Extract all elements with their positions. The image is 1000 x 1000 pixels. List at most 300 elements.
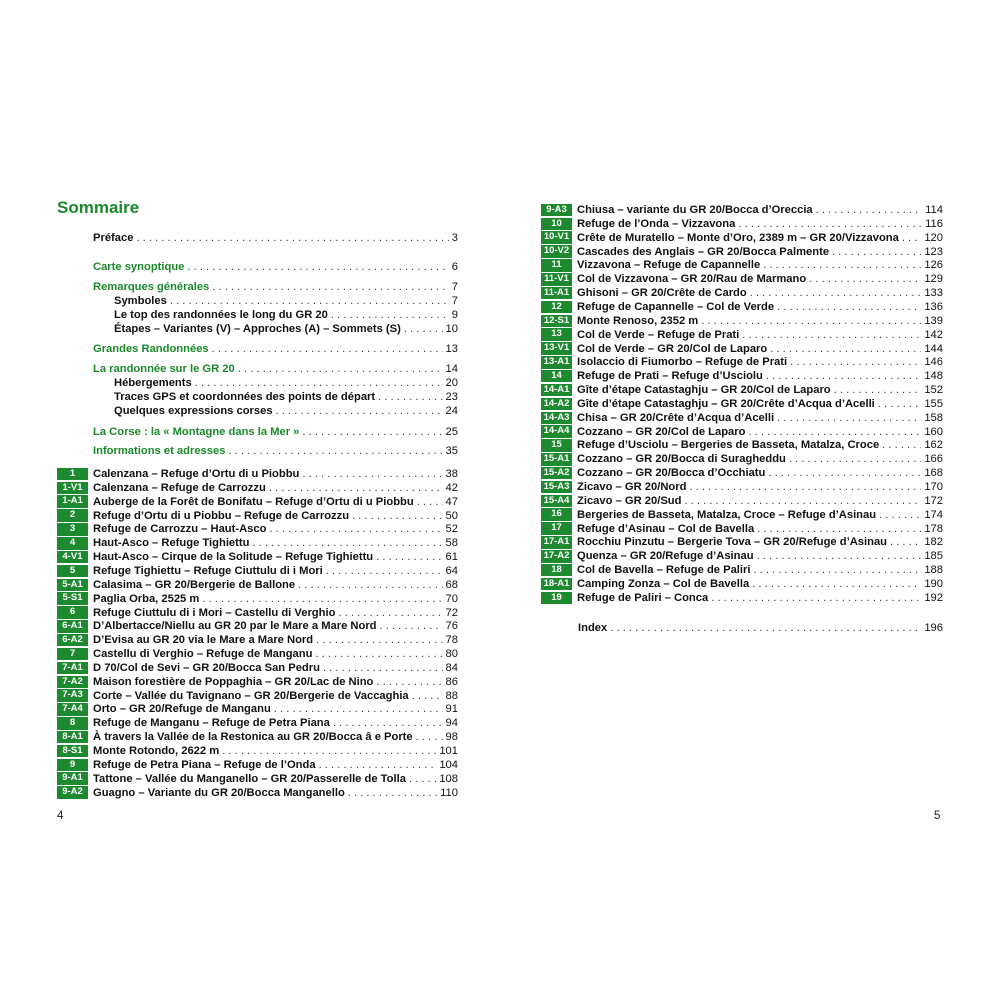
- toc-entry-label: Tattone – Vallée du Manganello – GR 20/Passerelle de Tolla: [93, 772, 406, 785]
- stage-code-badge: 10: [541, 218, 572, 231]
- stage-code-badge: 18: [541, 564, 572, 577]
- dot-leader: [228, 445, 442, 457]
- dot-leader: [416, 731, 443, 743]
- toc-entry[interactable]: [93, 444, 458, 458]
- stage-toc-entry[interactable]: [541, 563, 943, 577]
- toc-entry-page: 61: [445, 551, 458, 564]
- toc-entry-label: Ghisoni – GR 20/Crête de Cardo: [577, 287, 747, 300]
- stage-toc-entry[interactable]: [57, 592, 458, 606]
- stage-code-badge: 8-S1: [57, 745, 88, 758]
- toc-entry-page: 120: [924, 231, 943, 244]
- dot-leader: [326, 565, 443, 577]
- toc-entry-page: 152: [924, 384, 943, 397]
- toc-entry-label: Calasima – GR 20/Bergerie de Ballone: [93, 578, 296, 591]
- stage-toc-entry[interactable]: [541, 286, 943, 300]
- toc-entry-page: 84: [445, 661, 458, 674]
- toc-entry-page: 185: [924, 550, 943, 563]
- stage-toc-entry[interactable]: [57, 786, 458, 800]
- toc-entry-page: 20: [445, 377, 458, 389]
- toc-entry[interactable]: [93, 342, 458, 356]
- stage-code-badge: 8: [57, 717, 88, 730]
- stage-toc-entry[interactable]: [57, 647, 458, 661]
- stage-toc-entry[interactable]: [57, 661, 458, 675]
- toc-entry-label: Carte synoptique: [93, 261, 185, 273]
- toc-entry-label: Zicavo – GR 20/Nord: [577, 481, 687, 493]
- stage-toc-entry[interactable]: [57, 702, 458, 716]
- toc-entry[interactable]: [114, 404, 458, 418]
- stage-toc-entry[interactable]: [541, 383, 943, 397]
- dot-leader: [348, 787, 437, 799]
- dot-leader: [338, 607, 442, 619]
- dot-leader: [738, 218, 922, 230]
- toc-entry-label: Col de Verde – GR 20/Col de Laparo: [577, 342, 768, 355]
- toc-entry-label: Gîte d’étape Catastaghju – GR 20/Crête d’Acqua d’Acelli: [577, 397, 875, 410]
- dot-leader: [352, 510, 442, 522]
- index-toc-entry[interactable]: [578, 621, 943, 635]
- dot-leader: [316, 634, 442, 646]
- toc-entry[interactable]: [93, 280, 458, 294]
- toc-entry[interactable]: [114, 294, 458, 308]
- stage-code-badge: 15-A4: [541, 495, 572, 508]
- toc-entry-page: 174: [924, 508, 943, 521]
- toc-entry[interactable]: [93, 362, 458, 376]
- stage-code-badge: 2: [57, 509, 88, 522]
- stage-toc-entry[interactable]: [541, 411, 943, 425]
- toc-entry-label: Le top des randonnées le long du GR 20: [114, 309, 328, 321]
- dot-leader: [269, 482, 443, 494]
- toc-entry-label: Refuge de Carrozzu – Haut-Asco: [93, 523, 267, 536]
- stage-code-badge: 18-A1: [541, 578, 572, 591]
- stage-code-badge: 15-A1: [541, 453, 572, 466]
- toc-entry-page: 192: [924, 591, 943, 604]
- dot-leader: [222, 745, 436, 757]
- dot-leader: [187, 261, 448, 273]
- toc-entry-label: Monte Rotondo, 2622 m: [93, 745, 220, 757]
- toc-entry-page: 24: [445, 405, 458, 417]
- stage-code-badge: 12: [541, 301, 572, 314]
- toc-entry-label: Haut-Asco – Refuge Tighiettu: [93, 537, 250, 550]
- toc-entry-label: Refuge de Manganu – Refuge de Petra Piana: [93, 717, 330, 730]
- stage-toc-entry[interactable]: [541, 577, 943, 591]
- stage-code-badge: 15-A3: [541, 481, 572, 494]
- stage-code-badge: 1: [57, 468, 88, 481]
- toc-entry-page: 144: [924, 342, 943, 355]
- dot-leader: [412, 690, 443, 702]
- stage-code-badge: 9: [57, 759, 88, 772]
- dot-leader: [404, 323, 443, 335]
- stage-code-badge: 6-A1: [57, 620, 88, 633]
- stage-code-badge: 1-A1: [57, 495, 88, 508]
- dot-leader: [202, 593, 442, 605]
- stage-toc-entry[interactable]: [57, 744, 458, 758]
- stage-toc-entry[interactable]: [541, 272, 943, 286]
- stage-toc-entry[interactable]: [57, 758, 458, 772]
- toc-entry[interactable]: [93, 231, 458, 245]
- dot-leader: [212, 343, 443, 355]
- toc-entry-label: Refuge Ciuttulu di i Mori – Castellu di Verghio: [93, 606, 336, 619]
- toc-entry-page: 182: [924, 536, 943, 549]
- stage-code-badge: 5: [57, 565, 88, 578]
- stage-toc-entry[interactable]: [57, 550, 458, 564]
- toc-entry-label: La randonnée sur le GR 20: [93, 363, 235, 375]
- stage-toc-entry[interactable]: [57, 619, 458, 633]
- toc-entry-page: 126: [924, 259, 943, 272]
- toc-entry-page: 91: [445, 703, 458, 716]
- dot-leader: [816, 204, 923, 216]
- toc-entry-page: 7: [451, 281, 458, 293]
- toc-entry-page: 50: [445, 509, 458, 522]
- toc-entry-page: 136: [924, 300, 943, 313]
- toc-entry-page: 98: [445, 731, 458, 744]
- stage-toc-entry[interactable]: [541, 245, 943, 259]
- toc-entry-page: 129: [924, 273, 943, 286]
- dot-leader: [701, 315, 921, 327]
- stage-toc-entry[interactable]: [541, 397, 943, 411]
- toc-entry-page: 52: [445, 523, 458, 536]
- stage-code-badge: 7-A1: [57, 662, 88, 675]
- toc-entry-page: 101: [439, 745, 458, 757]
- toc-entry-page: 123: [924, 245, 943, 258]
- dot-leader: [752, 578, 921, 590]
- toc-entry-page: 114: [925, 204, 943, 216]
- stage-toc-entry[interactable]: [57, 606, 458, 620]
- dot-leader: [832, 246, 921, 258]
- toc-entry-label: Refuge Tighiettu – Refuge Ciuttulu di i Mori: [93, 564, 323, 577]
- stage-toc-entry[interactable]: [57, 564, 458, 578]
- toc-entry-label: Col de Vizzavona – GR 20/Rau de Marmano: [577, 273, 807, 286]
- stage-toc-entry[interactable]: [541, 203, 943, 217]
- dot-leader: [376, 676, 442, 688]
- toc-entry-label: Refuge de Paliri – Conca: [577, 591, 709, 604]
- stage-code-badge: 14-A3: [541, 412, 572, 425]
- left-page-number: 4: [57, 810, 64, 822]
- stage-toc-entry[interactable]: [541, 466, 943, 480]
- dot-leader: [333, 717, 443, 729]
- stage-toc-entry[interactable]: [541, 342, 943, 356]
- stage-code-badge: 7-A3: [57, 689, 88, 702]
- stage-toc-entry[interactable]: [541, 231, 943, 245]
- stage-toc-entry[interactable]: [541, 452, 943, 466]
- stage-toc-entry[interactable]: [57, 689, 458, 703]
- toc-entry-label: Cozzano – GR 20/Bocca d’Occhiatu: [577, 467, 766, 480]
- toc-entry-label: Guagno – Variante du GR 20/Bocca Manganello: [93, 786, 345, 799]
- dot-leader: [274, 703, 443, 715]
- dot-leader: [378, 391, 442, 403]
- stage-code-badge: 3: [57, 523, 88, 536]
- dot-leader: [269, 523, 442, 535]
- stage-code-badge: 11-A1: [541, 287, 572, 300]
- toc-entry-page: 172: [924, 494, 943, 507]
- toc-entry-page: 178: [924, 522, 943, 535]
- dot-leader: [276, 405, 443, 417]
- toc-entry-page: 158: [924, 411, 943, 424]
- toc-entry-page: 110: [440, 786, 458, 799]
- toc-entry-label: Chiusa – variante du GR 20/Bocca d’Oreccia: [577, 204, 813, 216]
- stage-code-badge: 12-S1: [541, 315, 572, 328]
- toc-entry[interactable]: [114, 308, 458, 322]
- dot-leader: [768, 467, 921, 479]
- stage-toc-entry[interactable]: [541, 300, 943, 314]
- stage-toc-entry[interactable]: [57, 509, 458, 523]
- stage-code-badge: 6: [57, 606, 88, 619]
- toc-entry-label: Refuge de Petra Piana – Refuge de l’Onda: [93, 758, 316, 771]
- toc-entry-label: Chisa – GR 20/Crête d’Acqua d’Acelli: [577, 411, 775, 424]
- dot-leader: [252, 537, 442, 549]
- toc-entry-label: Camping Zonza – Col de Bavella: [577, 577, 750, 590]
- toc-entry-page: 78: [445, 634, 458, 647]
- toc-entry-label: Remarques générales: [93, 281, 210, 293]
- toc-entry-label: Crête de Muratello – Monte d’Oro, 2389 m – GR 20/Vizzavona: [577, 231, 899, 244]
- toc-entry-label: Refuge d’Usciolu – Bergeries de Basseta, Matalza, Croce: [577, 439, 880, 452]
- stage-code-badge: 7-A4: [57, 703, 88, 716]
- toc-entry-label: Cascades des Anglais – GR 20/Bocca Palmente: [577, 245, 830, 258]
- stage-toc-entry[interactable]: [541, 328, 943, 342]
- toc-entry[interactable]: [114, 322, 458, 336]
- toc-entry-label: D’Albertacce/Niellu au GR 20 par le Mare a Mare Nord: [93, 620, 377, 633]
- stage-toc-entry[interactable]: [541, 522, 943, 536]
- stage-code-badge: 15: [541, 439, 572, 452]
- toc-entry-label: Symboles: [114, 295, 167, 307]
- dot-leader: [711, 592, 921, 604]
- stage-code-badge: 8-A1: [57, 731, 88, 744]
- toc-entry-page: 108: [439, 772, 458, 785]
- stage-toc-entry[interactable]: [57, 481, 458, 495]
- stage-code-badge: 16: [541, 508, 572, 521]
- toc-entry[interactable]: [114, 376, 458, 390]
- toc-entry-label: Maison forestière de Poppaghia – GR 20/Lac de Nino: [93, 675, 374, 688]
- toc-entry[interactable]: [93, 260, 458, 274]
- toc-entry-page: 148: [924, 370, 943, 383]
- dot-leader: [170, 295, 449, 307]
- toc-entry-page: 104: [439, 758, 458, 771]
- stage-code-badge: 15-A2: [541, 467, 572, 480]
- dot-leader: [315, 648, 442, 660]
- dot-leader: [331, 309, 449, 321]
- stage-toc-entry[interactable]: [57, 495, 458, 509]
- stage-toc-entry[interactable]: [541, 494, 943, 508]
- dot-leader: [323, 662, 443, 674]
- dot-leader: [380, 620, 443, 632]
- toc-entry-page: 196: [924, 622, 943, 634]
- stage-code-badge: 11-V1: [541, 273, 572, 286]
- toc-entry-label: Grandes Randonnées: [93, 343, 209, 355]
- toc-entry-label: Col de Bavella – Refuge de Paliri: [577, 564, 751, 577]
- stage-code-badge: 14-A1: [541, 384, 572, 397]
- toc-entry-page: 160: [924, 425, 943, 438]
- stage-code-badge: 1-V1: [57, 482, 88, 495]
- toc-entry-label: Orto – GR 20/Refuge de Manganu: [93, 703, 271, 716]
- stage-code-badge: 9-A1: [57, 772, 88, 785]
- dot-leader: [890, 536, 921, 548]
- toc-entry-label: Refuge de Capannelle – Col de Verde: [577, 300, 775, 313]
- toc-entry-label: D 70/Col de Sevi – GR 20/Bocca San Pedru: [93, 661, 320, 674]
- toc-entry-label: Quelques expressions corses: [114, 405, 273, 417]
- toc-entry-label: Calenzana – Refuge d’Ortu di u Piobbu: [93, 468, 300, 480]
- dot-leader: [238, 363, 443, 375]
- stage-code-badge: 9-A3: [541, 204, 572, 217]
- stage-toc-entry[interactable]: [541, 591, 943, 605]
- stage-toc-entry[interactable]: [541, 438, 943, 452]
- stage-code-badge: 10-V2: [541, 245, 572, 258]
- toc-entry-page: 80: [445, 648, 458, 661]
- toc-entry-page: 3: [451, 232, 458, 244]
- stage-toc-entry[interactable]: [541, 355, 943, 369]
- stage-code-badge: 13: [541, 328, 572, 341]
- dot-leader: [879, 509, 921, 521]
- toc-entry-label: Calenzana – Refuge de Carrozzu: [93, 481, 266, 494]
- dot-leader: [136, 232, 448, 244]
- stage-code-badge: 17-A2: [541, 550, 572, 563]
- toc-entry-label: Corte – Vallée du Tavignano – GR 20/Bergerie de Vaccaghia: [93, 689, 409, 702]
- stage-code-badge: 14-A4: [541, 425, 572, 438]
- toc-entry-label: Rocchiu Pinzutu – Bergerie Tova – GR 20/Refuge d’Asinau: [577, 536, 887, 549]
- dot-leader: [809, 273, 921, 285]
- dot-leader: [882, 439, 921, 451]
- toc-entry-page: 88: [445, 689, 458, 702]
- toc-entry-page: 94: [445, 717, 458, 730]
- toc-entry-page: 64: [445, 564, 458, 577]
- stage-toc-entry[interactable]: [541, 258, 943, 272]
- toc-entry-label: Traces GPS et coordonnées des points de départ: [114, 391, 376, 403]
- toc-entry-page: 42: [445, 481, 458, 494]
- toc-entry[interactable]: [114, 390, 458, 404]
- toc-entry-page: 155: [924, 397, 943, 410]
- toc-entry-page: 14: [445, 363, 458, 375]
- toc-entry-label: Gîte d’étape Catastaghju – GR 20/Col de Laparo: [577, 384, 831, 397]
- dot-leader: [298, 579, 442, 591]
- toc-entry-label: Refuge de Prati – Refuge d’Usciolu: [577, 370, 763, 383]
- toc-entry-page: 23: [445, 391, 458, 403]
- toc-entry-label: Haut-Asco – Cirque de la Solitude – Refuge Tighiettu: [93, 551, 374, 564]
- stage-code-badge: 4-V1: [57, 551, 88, 564]
- stage-toc-entry[interactable]: [57, 633, 458, 647]
- stage-toc-entry[interactable]: [541, 549, 943, 563]
- toc-entry-page: 139: [924, 314, 943, 327]
- stage-toc-entry[interactable]: [57, 716, 458, 730]
- dot-leader: [878, 398, 922, 410]
- toc-entry-page: 25: [445, 426, 458, 438]
- toc-entry-page: 9: [451, 309, 458, 321]
- toc-entry-label: Col de Verde – Refuge de Prati: [577, 328, 740, 341]
- toc-entry-page: 188: [924, 564, 943, 577]
- toc-entry-page: 68: [445, 578, 458, 591]
- toc-entry-page: 168: [924, 467, 943, 480]
- toc-entry-page: 170: [924, 481, 943, 493]
- stage-toc-entry[interactable]: [541, 508, 943, 522]
- dot-leader: [212, 281, 448, 293]
- dot-leader: [902, 232, 921, 244]
- stage-toc-entry[interactable]: [541, 535, 943, 549]
- stage-code-badge: 13-A1: [541, 356, 572, 369]
- dot-leader: [790, 356, 921, 368]
- dot-leader: [742, 329, 921, 341]
- toc-entry-label: Zicavo – GR 20/Sud: [577, 494, 682, 507]
- stage-toc-entry[interactable]: [541, 314, 943, 328]
- toc-entry-label: Étapes – Variantes (V) – Approches (A) – Sommets (S): [114, 323, 401, 335]
- toc-entry-page: 6: [451, 261, 458, 273]
- stage-code-badge: 14: [541, 370, 572, 383]
- stage-code-badge: 6-A2: [57, 634, 88, 647]
- toc-entry-label: Vizzavona – Refuge de Capannelle: [577, 259, 761, 272]
- dot-leader: [766, 370, 921, 382]
- dot-leader: [684, 495, 921, 507]
- stage-code-badge: 7-A2: [57, 676, 88, 689]
- dot-leader: [319, 759, 437, 771]
- toc-entry-page: 133: [924, 287, 943, 300]
- dot-leader: [777, 301, 921, 313]
- stage-code-badge: 10-V1: [541, 231, 572, 244]
- stage-code-badge: 9-A2: [57, 786, 88, 799]
- toc-entry-label: Préface: [93, 232, 134, 244]
- toc-entry-page: 13: [445, 343, 458, 355]
- stage-toc-entry[interactable]: [541, 425, 943, 439]
- toc-entry-label: Index: [578, 622, 608, 634]
- dot-leader: [748, 426, 921, 438]
- toc-entry-label: Quenza – GR 20/Refuge d’Asinau: [577, 550, 754, 563]
- stage-toc-entry[interactable]: [57, 578, 458, 592]
- toc-entry-page: 38: [445, 468, 458, 480]
- dot-leader: [770, 343, 921, 355]
- stage-code-badge: 14-A2: [541, 398, 572, 411]
- toc-entry-page: 58: [445, 537, 458, 550]
- stage-toc-entry[interactable]: [541, 369, 943, 383]
- toc-entry-label: Auberge de la Forêt de Bonifatu – Refuge d’Ortu di u Piobbu: [93, 495, 414, 508]
- stage-code-badge: 4: [57, 537, 88, 550]
- toc-entry-page: 162: [924, 439, 943, 452]
- stage-code-badge: 5-A1: [57, 579, 88, 592]
- stage-code-badge: 5-S1: [57, 592, 88, 605]
- toc-entry-page: 35: [445, 445, 458, 457]
- dot-leader: [750, 287, 922, 299]
- toc-entry-label: Castellu di Verghio – Refuge de Manganu: [93, 648, 313, 661]
- stage-toc-entry[interactable]: [57, 536, 458, 550]
- stage-toc-entry[interactable]: [57, 467, 458, 481]
- stage-toc-entry[interactable]: [57, 772, 458, 786]
- stage-toc-entry[interactable]: [541, 217, 943, 231]
- toc-entry[interactable]: [93, 425, 458, 439]
- toc-entry-label: Bergeries de Basseta, Matalza, Croce – Refuge d’Asinau: [577, 508, 877, 521]
- stage-code-badge: 17-A1: [541, 536, 572, 549]
- left-page-title: Sommaire: [57, 198, 140, 217]
- toc-entry-page: 7: [451, 295, 458, 307]
- right-page-number: 5: [934, 810, 941, 822]
- toc-entry-label: D’Evisa au GR 20 via le Mare a Mare Nord: [93, 634, 314, 647]
- dot-leader: [302, 426, 442, 438]
- dot-leader: [610, 622, 921, 634]
- dot-leader: [777, 412, 921, 424]
- toc-entry-label: Informations et adresses: [93, 445, 226, 457]
- toc-entry-page: 47: [445, 495, 458, 508]
- toc-entry-label: Refuge d’Asinau – Col de Bavella: [577, 522, 755, 535]
- stage-toc-entry[interactable]: [57, 730, 458, 744]
- dot-leader: [195, 377, 443, 389]
- toc-entry-page: 116: [925, 217, 943, 230]
- dot-leader: [763, 259, 921, 271]
- stage-code-badge: 19: [541, 592, 572, 605]
- toc-entry-page: 146: [924, 356, 943, 369]
- toc-entry-label: Refuge de l’Onda – Vizzavona: [577, 217, 736, 230]
- toc-entry-page: 86: [445, 675, 458, 688]
- dot-leader: [789, 453, 921, 465]
- dot-leader: [834, 384, 922, 396]
- dot-leader: [753, 564, 921, 576]
- stage-toc-entry[interactable]: [57, 675, 458, 689]
- toc-entry-page: 72: [445, 606, 458, 619]
- stage-toc-entry[interactable]: [57, 522, 458, 536]
- dot-leader: [376, 551, 442, 563]
- stage-toc-entry[interactable]: [541, 480, 943, 494]
- stage-code-badge: 13-V1: [541, 342, 572, 355]
